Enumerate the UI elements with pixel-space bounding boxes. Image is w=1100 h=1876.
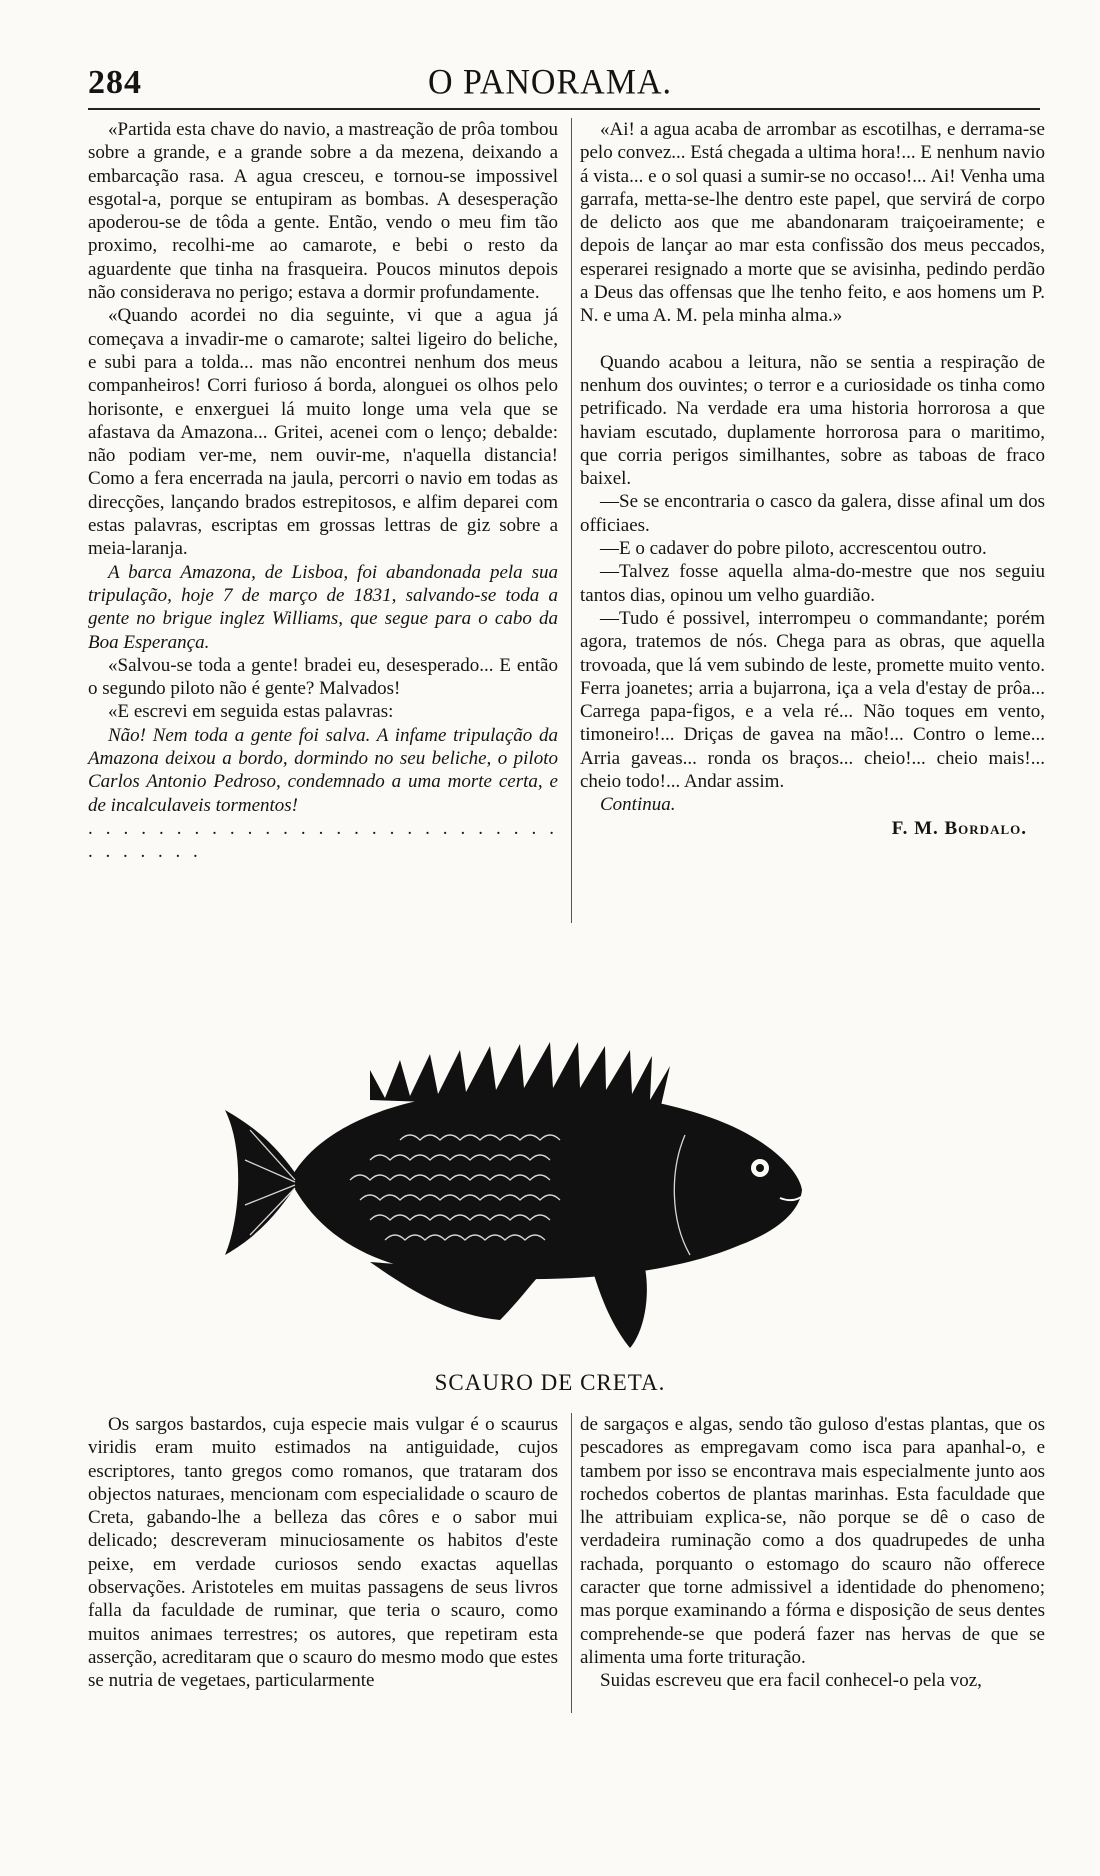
continua-note: Continua. (600, 794, 676, 816)
paragraph: Quando acabou a leitura, não se sentia a respiração de nenhum dos ouvintes; o terror e a curiosidade os tinha como petrificado. Na verdade era uma historia horrorosa a que haviam escutado, duplamente horrorosa para o maritimo, que corria perigos similhantes, sobre as taboas de fraco baixel. (580, 351, 1045, 490)
upper-left-column (88, 118, 558, 864)
figure-caption: SCAURO DE CRETA. (434, 1370, 666, 1395)
dialogue-line: —Se se encontraria o casco da galera, disse afinal um dos officiaes. (580, 491, 1045, 536)
header-rule (88, 108, 1040, 110)
paragraph: «Partida esta chave do navio, a mastreação de prôa tombou sobre a grande, e a grande sobre a da mezena, deixando a embarcação rasa. A agua cresceu, e tornou-se impossivel esgotal-a, porque se entupiram as bombas. A desesperação apoderou-se de tôda a gente. Então, vendo o meu fim tão proximo, recolhi-me ao camarote, e bebi o resto da aguardente que tinha na frasqueira. Poucos minutos depois não considerava no perigo; estava a dormir profundamente. (88, 119, 558, 304)
column-divider (571, 118, 572, 923)
paragraph: «E escrevi em seguida estas palavras: (108, 701, 394, 723)
page-title: O PANORAMA. (427, 62, 673, 103)
dialogue-line: —E o cadaver do pobre piloto, accrescentou outro. (600, 538, 987, 560)
lower-left-column (88, 1413, 558, 1693)
ellipsis-line: . . . . . . . . . . . . . . . . . . . . . . . . . . . . . . . . . . (88, 817, 558, 863)
fish-illustration (220, 1030, 910, 1350)
inscription-paragraph: A barca Amazona, de Lisboa, foi abandonada pela sua tripulação, hoje 7 de março de 1831, salvando-se toda a gente no brigue inglez Williams, que segue para o cabo da Boa Esperança. (88, 561, 558, 653)
dialogue-line: —Tudo é possivel, interrompeu o commandante; porém agora, tratemos de nós. Chega para as obras, que aquella trovoada, que lá vem subindo de leste, promette muito vento. Ferra joanetes; arria a bujarrona, iça a vela d'estay de prôa... Carrega papa-figos, e a vela ré... Não toques em vento, timoneiro!... Driças de gavea na mão!... Contro o leme... Arria gaveas... ronda os braços... cheio!... cheio mais!... cheio todo!... Andar assim. (580, 607, 1045, 793)
author-signature: F. M. Bordalo. (891, 817, 1027, 839)
upper-right-column (580, 118, 1045, 840)
dialogue-line: —Talvez fosse aquella alma-do-mestre que nos seguiu tantos dias, opinou um velho guardião. (580, 561, 1045, 606)
written-words-paragraph: Não! Nem toda a gente foi salva. A infame tripulação da Amazona deixou a bordo, dormindo no seu beliche, o piloto Carlos Antonio Pedroso, condemnado a uma morte certa, e de incalculaveis tormentos! (88, 724, 558, 816)
paragraph: Os sargos bastardos, cuja especie mais vulgar é o scaurus viridis eram muito estimados na antiguidade, cujos escriptores, tanto gregos como romanos, que trataram dos objectos naturaes, mencionam com especialidade o scauro de Creta, gabando-lhe a belleza das côres e o sabor mui delicado; descreveram minuciosamente os habitos d'este peixe, em verdade curiosos sendo exactas aquellas observações. Aristoteles em muitas passagens de seus livros falla da faculdade de ruminar, que teria o scauro, como muitos animaes terrestres; os autores, que repetiram esta asserção, acreditaram que o scauro do mesmo modo que estes se nutria de vegetaes, particularmente (88, 1414, 558, 1692)
paragraph: «Ai! a agua acaba de arrombar as escotilhas, e derrama-se pelo convez... Está chegada a ultima hora!... E nenhum navio á vista... e o sol quasi a sumir-se no occaso!... Ai! Venha uma garrafa, metta-se-lhe dentro este papel, que servirá de corpo de delicto aos que me abandonaram traiçoeiramente; e depois de lançar ao mar esta confissão dos meus peccados, esperarei resignado a morte que se avisinha, pedindo perdão a Deus das offensas que lhe tenho feito, e aos homens um P. N. e uma A. M. pela minha alma.» (580, 119, 1045, 327)
paragraph: «Salvou-se toda a gente! bradei eu, desesperado... E então o segundo piloto não é gente? Malvados! (88, 654, 558, 700)
paragraph: «Quando acordei no dia seguinte, vi que a agua já começava a invadir-me o camarote; saltei ligeiro do beliche, e subi para a tolda... mas não encontrei nenhum dos meus companheiros! Corri furioso á borda, alonguei os olhos pelo horisonte, e enxerguei lá muito longe uma vela que se afastava da Amazona... Gritei, acenei com o lenço; debalde: não podiam ver-me, nem ouvir-me, n'aquella distancia! Como a fera encerrada na jaula, percorri o navio em todas as direcções, lançando brados estrepitosos, e alfim deparei com estas palavras, escriptas em grossas lettras de giz sobre a meia-laranja. (88, 305, 558, 560)
lower-right-column (580, 1413, 1045, 1693)
page-number: 284 (88, 64, 142, 101)
column-divider (571, 1413, 572, 1713)
paragraph: Suidas escreveu que era facil conhecel-o pela voz, (600, 1670, 982, 1692)
paragraph: de sargaços e algas, sendo tão guloso d'estas plantas, que os pescadores as empregavam como isca para apanhal-o, e tambem por isso se encontrava mais especialmente junto aos rochedos cobertos de plantas marinhas. Esta faculdade que lhe attribuiam explica-se, não porque se dê o caso de verdadeira ruminação como a dos quadrupedes de unha rachada, porquanto o estomago do scauro não offerece caracter que torne admissivel a identidade do phenomeno; mas porque examinando a fórma e disposição de seus dentes comprehende-se que poderá fazer nas hervas de que se alimenta uma forte trituração. (580, 1414, 1045, 1668)
